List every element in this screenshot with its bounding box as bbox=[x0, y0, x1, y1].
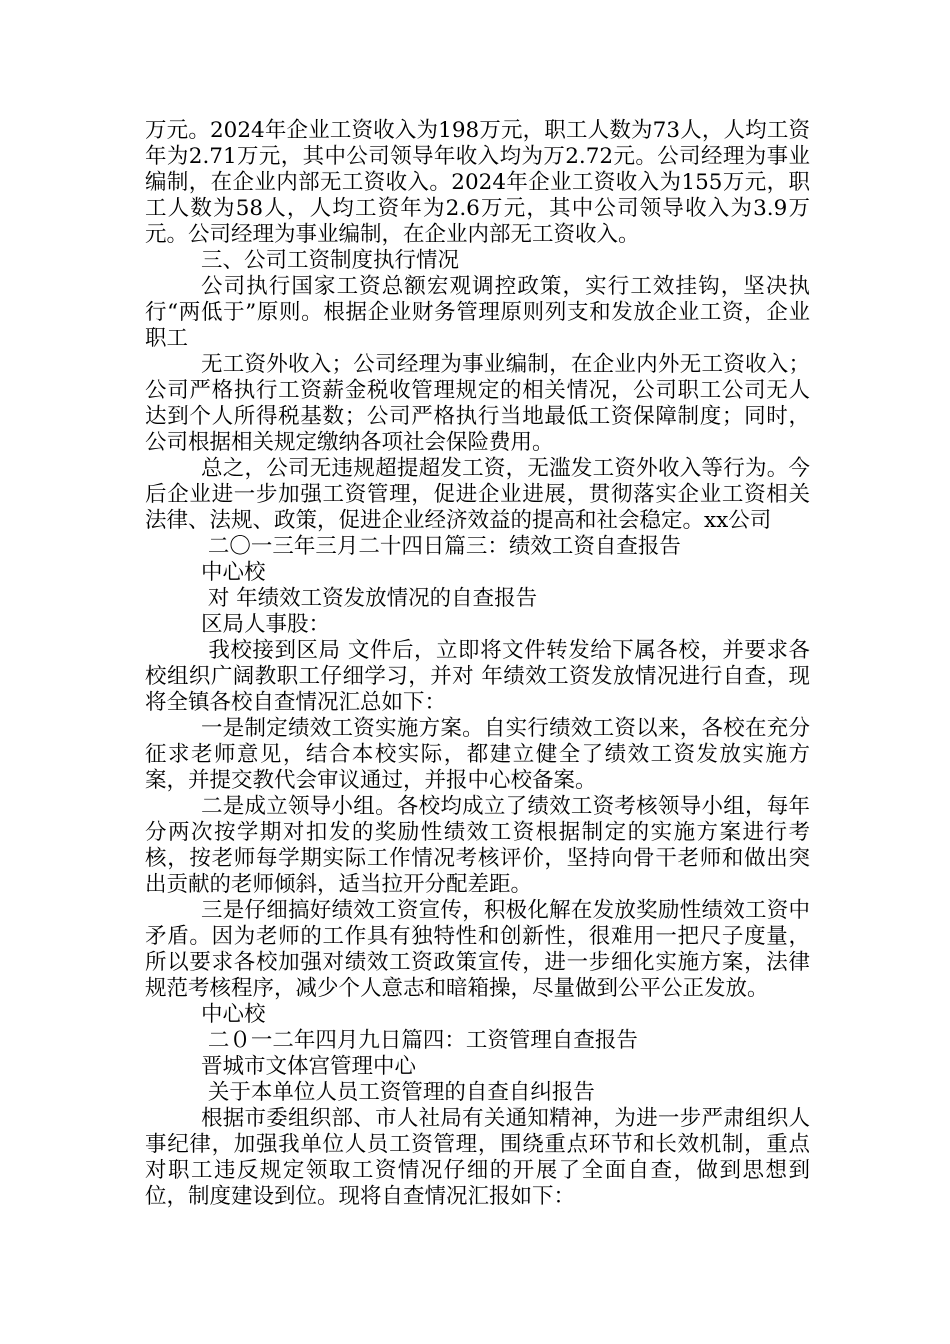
paragraph-summary: 总之，公司无违规超提超发工资，无滥发工资外收入等行为。今后企业进一步加强工资管理，促进企业进展，贯彻落实企业工资相关法律、法规、政策，促进企业经济效益的提高和社会稳定。xx公司 bbox=[145, 456, 810, 533]
paragraph-self-check-intro: 根据市委组织部、市人社局有关通知精神，为进一步严肃组织人事纪律，加强我单位人员工资管理，围绕重点环节和长效机制，重点对职工违反规定领取工资情况仔细的开展了全面自查，做到思想到位，制度建设到位。现将自查情况汇报如下： bbox=[145, 1106, 810, 1209]
org-name-center-school: 中心校 bbox=[201, 560, 266, 585]
addressee: 区局人事股： bbox=[201, 612, 331, 637]
paragraph-wage-income: 万元。2024年企业工资收入为198万元，职工人数为73人，人均工资年为2.71万元，其中公司领导年收入均为万2.72元。公司经理为事业编制，在企业内部无工资收入。2024年企业工资收入为155万元，职工人数为58人，人均工资年为2.6万元，其中公司领导收入为3.9万元。公司经理为事业编制，在企业内部无工资收入。 bbox=[145, 118, 810, 247]
date-and-report-title-4: 二０一二年四月九日篇四：工资管理自查报告 bbox=[201, 1028, 638, 1053]
report-subtitle-self-check: 关于本单位人员工资管理的自查自纠报告 bbox=[201, 1080, 595, 1105]
paragraph-no-extra-income: 无工资外收入；公司经理为事业编制，在企业内外无工资收入；公司严格执行工资薪金税收管理规定的相关情况，公司职工公司无人达到个人所得税基数；公司严格执行当地最低工资保障制度；同时，公司根据相关规定缴纳各项社会保险费用。 bbox=[145, 352, 810, 455]
signature-center-school: 中心校 bbox=[201, 1002, 266, 1027]
paragraph-point-one: 一是制定绩效工资实施方案。自实行绩效工资以来，各校在充分征求老师意见，结合本校实际，都建立健全了绩效工资发放实施方案，并提交教代会审议通过，并报中心校备案。 bbox=[145, 716, 810, 793]
section-heading-wage-system: 三、公司工资制度执行情况 bbox=[201, 248, 460, 273]
paragraph-received-document: 我校接到区局 文件后，立即将文件转发给下属各校，并要求各校组织广阔教职工仔细学习，并对 年绩效工资发放情况进行自查，现将全镇各校自查情况汇总如下： bbox=[145, 638, 810, 715]
report-subtitle-performance-pay: 对 年绩效工资发放情况的自查报告 bbox=[201, 586, 538, 611]
paragraph-wage-policy: 公司执行国家工资总额宏观调控政策，实行工效挂钩，坚决执行“两低于”原则。根据企业财务管理原则列支和发放企业工资，企业职工 bbox=[145, 274, 810, 351]
date-and-report-title-3: 二〇一三年三月二十四日篇三：绩效工资自查报告 bbox=[201, 534, 681, 559]
document-body bbox=[145, 118, 810, 1210]
paragraph-point-three: 三是仔细搞好绩效工资宣传，积极化解在发放奖励性绩效工资中矛盾。因为老师的工作具有独特性和创新性，很难用一把尺子度量，所以要求各校加强对绩效工资政策宣传，进一步细化实施方案，法律规范考核程序，减少个人意志和暗箱操，尽量做到公平公正发放。 bbox=[145, 898, 810, 1001]
org-name-jincheng: 晋城市文体宫管理中心 bbox=[201, 1054, 417, 1079]
paragraph-point-two: 二是成立领导小组。各校均成立了绩效工资考核领导小组，每年分两次按学期对扣发的奖励性绩效工资根据制定的实施方案进行考核，按老师每学期实际工作情况考核评价，坚持向骨干老师和做出突出贡献的老师倾斜，适当拉开分配差距。 bbox=[145, 794, 810, 897]
